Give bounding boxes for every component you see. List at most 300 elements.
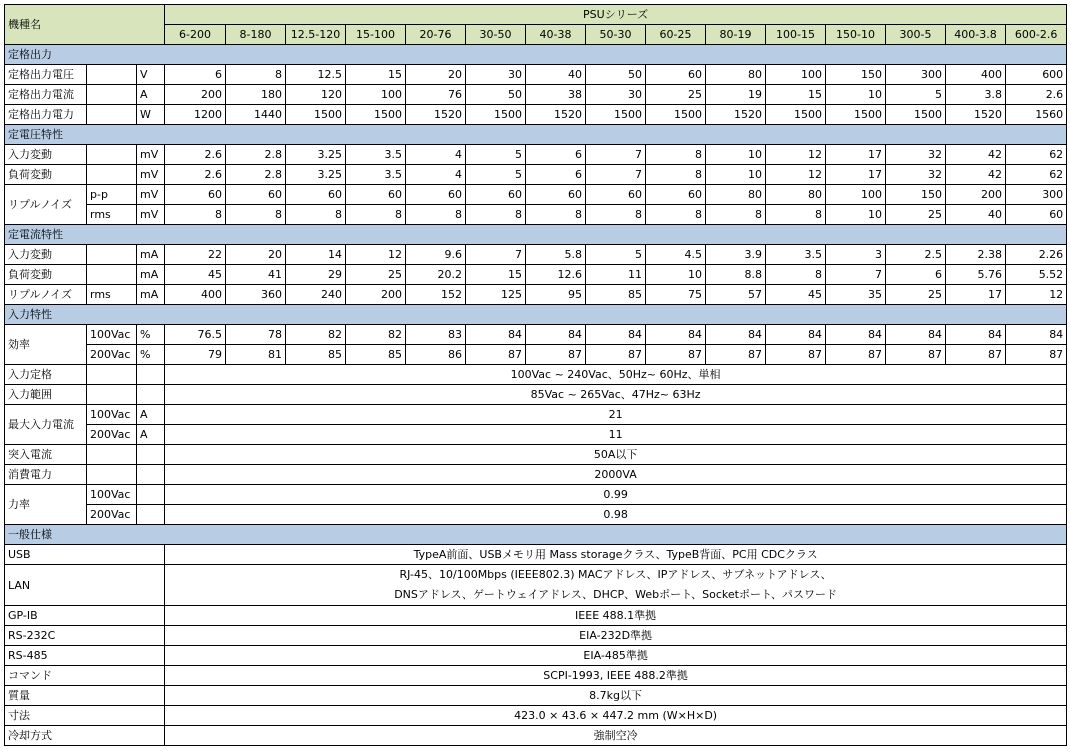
general-spec-row: [5, 726, 1067, 746]
value-cell: 95: [526, 285, 586, 305]
value-cell: 152: [406, 285, 466, 305]
value-cell: 5: [466, 165, 526, 185]
model-name: 100-15: [766, 25, 826, 45]
spec-value-line: DNSアドレス、ゲートウェイアドレス、DHCP、Webポート、Socketポート、パスワード: [394, 588, 837, 601]
value-cell: 12.5: [286, 65, 346, 85]
value-cell: 8: [346, 205, 406, 225]
value-cell: 5: [466, 145, 526, 165]
value-cell: 2.6: [165, 165, 226, 185]
param-unit: mA: [137, 245, 165, 265]
param-condition: [87, 145, 137, 165]
value-cell: 25: [346, 265, 406, 285]
param-condition: [87, 105, 137, 125]
value-cell: 1500: [646, 105, 706, 125]
model-row: [5, 25, 1067, 45]
value-cell: 35: [826, 285, 886, 305]
model-name: 8-180: [226, 25, 286, 45]
model-name: 60-25: [646, 25, 706, 45]
value-cell: 10: [826, 205, 886, 225]
value-cell: 87: [646, 345, 706, 365]
model-name: 300-5: [886, 25, 946, 45]
value-cell: 82: [346, 325, 406, 345]
model-name: 40-38: [526, 25, 586, 45]
value-cell: 84: [646, 325, 706, 345]
value-cell: 2.5: [886, 245, 946, 265]
spec-label: 質量: [5, 686, 165, 706]
spec-row: [5, 345, 1067, 365]
param-unit: A: [137, 405, 165, 425]
value-cell: 87: [946, 345, 1006, 365]
spec-label: RS-485: [5, 646, 165, 666]
spec-value: TypeA前面、USBメモリ用 Mass storageクラス、TypeB背面、PC用 CDCクラス: [165, 545, 1067, 565]
param-unit: A: [137, 85, 165, 105]
section-label: 定格出力: [5, 45, 1067, 65]
spec-row: [5, 185, 1067, 205]
param-condition: 100Vac: [87, 325, 137, 345]
value-cell: 32: [886, 165, 946, 185]
model-name: 20-76: [406, 25, 466, 45]
value-cell: 2.6: [1006, 85, 1067, 105]
section-header: [5, 45, 1067, 65]
value-cell: 45: [766, 285, 826, 305]
value-cell: 17: [826, 165, 886, 185]
model-name: 15-100: [346, 25, 406, 45]
value-cell: 5: [886, 85, 946, 105]
value-cell: 60: [286, 185, 346, 205]
value-cell: 2.26: [1006, 245, 1067, 265]
spec-row: [5, 105, 1067, 125]
value-cell: 60: [526, 185, 586, 205]
spec-label: LAN: [5, 565, 165, 606]
param-condition: [87, 385, 137, 405]
param-condition: 100Vac: [87, 485, 137, 505]
param-condition: [87, 445, 137, 465]
model-name: 150-10: [826, 25, 886, 45]
header-row: [5, 5, 1067, 25]
value-cell: 85: [586, 285, 646, 305]
value-cell: 40: [946, 205, 1006, 225]
param-unit: [137, 505, 165, 525]
section-header: [5, 305, 1067, 325]
common-spec-row: [5, 405, 1067, 425]
value-cell: 60: [165, 185, 226, 205]
model-name: 600-2.6: [1006, 25, 1067, 45]
common-spec-row: [5, 365, 1067, 385]
param-label: 定格出力電力: [5, 105, 87, 125]
value-cell: 8: [646, 165, 706, 185]
param-condition: 200Vac: [87, 345, 137, 365]
value-cell: 15: [766, 85, 826, 105]
param-unit: mA: [137, 265, 165, 285]
param-condition: rms: [87, 285, 137, 305]
general-spec-row: [5, 706, 1067, 726]
param-unit: mV: [137, 165, 165, 185]
param-label: 定格出力電流: [5, 85, 87, 105]
param-unit: [137, 445, 165, 465]
common-value: 50A以下: [165, 445, 1067, 465]
value-cell: 60: [646, 185, 706, 205]
value-cell: 8: [165, 205, 226, 225]
general-spec-row: [5, 626, 1067, 646]
value-cell: 600: [1006, 65, 1067, 85]
spec-label: 冷却方式: [5, 726, 165, 746]
value-cell: 1520: [706, 105, 766, 125]
param-condition: [87, 245, 137, 265]
value-cell: 84: [466, 325, 526, 345]
value-cell: 2.8: [226, 165, 286, 185]
value-cell: 1560: [1006, 105, 1067, 125]
param-label: 突入電流: [5, 445, 87, 465]
value-cell: 79: [165, 345, 226, 365]
value-cell: 1500: [826, 105, 886, 125]
param-unit: V: [137, 65, 165, 85]
param-condition: [87, 465, 137, 485]
value-cell: 3.9: [706, 245, 766, 265]
value-cell: 7: [466, 245, 526, 265]
spec-row: [5, 265, 1067, 285]
general-spec-row: [5, 646, 1067, 666]
param-condition: [87, 85, 137, 105]
spec-table: [4, 4, 1067, 746]
spec-value: EIA-232D準拠: [165, 626, 1067, 646]
value-cell: 84: [526, 325, 586, 345]
value-cell: 8: [526, 205, 586, 225]
value-cell: 76.5: [165, 325, 226, 345]
value-cell: 87: [766, 345, 826, 365]
value-cell: 84: [1006, 325, 1067, 345]
param-condition: 100Vac: [87, 405, 137, 425]
value-cell: 60: [646, 65, 706, 85]
value-cell: 17: [826, 145, 886, 165]
value-cell: 84: [766, 325, 826, 345]
spec-label: コマンド: [5, 666, 165, 686]
section-label: 入力特性: [5, 305, 1067, 325]
value-cell: 10: [706, 145, 766, 165]
param-unit: %: [137, 325, 165, 345]
param-unit: mV: [137, 185, 165, 205]
value-cell: 20: [226, 245, 286, 265]
value-cell: 12: [766, 165, 826, 185]
value-cell: 9.6: [406, 245, 466, 265]
value-cell: 2.8: [226, 145, 286, 165]
value-cell: 15: [466, 265, 526, 285]
section-label: 一般仕様: [5, 525, 1067, 545]
param-condition: [87, 65, 137, 85]
value-cell: 8: [286, 205, 346, 225]
value-cell: 84: [886, 325, 946, 345]
value-cell: 7: [826, 265, 886, 285]
value-cell: 10: [646, 265, 706, 285]
common-spec-row: [5, 505, 1067, 525]
spec-value: IEEE 488.1準拠: [165, 606, 1067, 626]
value-cell: 360: [226, 285, 286, 305]
value-cell: 8: [706, 205, 766, 225]
param-label: 消費電力: [5, 465, 87, 485]
value-cell: 84: [946, 325, 1006, 345]
value-cell: 25: [886, 205, 946, 225]
value-cell: 1520: [526, 105, 586, 125]
value-cell: 60: [466, 185, 526, 205]
value-cell: 22: [165, 245, 226, 265]
spec-label: GP-IB: [5, 606, 165, 626]
common-spec-row: [5, 425, 1067, 445]
value-cell: 8: [766, 205, 826, 225]
value-cell: 12: [346, 245, 406, 265]
value-cell: 60: [406, 185, 466, 205]
param-unit: [137, 465, 165, 485]
value-cell: 8: [586, 205, 646, 225]
value-cell: 1500: [286, 105, 346, 125]
value-cell: 85: [286, 345, 346, 365]
value-cell: 12: [1006, 285, 1067, 305]
param-unit: mA: [137, 285, 165, 305]
value-cell: 1440: [226, 105, 286, 125]
value-cell: 100: [826, 185, 886, 205]
value-cell: 82: [286, 325, 346, 345]
spec-label: 寸法: [5, 706, 165, 726]
spec-row: [5, 285, 1067, 305]
value-cell: 125: [466, 285, 526, 305]
section-header: [5, 525, 1067, 545]
value-cell: 25: [886, 285, 946, 305]
param-label: リプルノイズ: [5, 285, 87, 305]
value-cell: 100: [766, 65, 826, 85]
value-cell: 12: [766, 145, 826, 165]
section-header: [5, 225, 1067, 245]
param-unit: [137, 485, 165, 505]
value-cell: 6: [526, 145, 586, 165]
value-cell: 87: [526, 345, 586, 365]
value-cell: 20.2: [406, 265, 466, 285]
value-cell: 30: [466, 65, 526, 85]
spec-row: [5, 85, 1067, 105]
value-cell: 6: [886, 265, 946, 285]
value-cell: 42: [946, 165, 1006, 185]
value-cell: 1500: [886, 105, 946, 125]
value-cell: 180: [226, 85, 286, 105]
value-cell: 1500: [466, 105, 526, 125]
param-label: 定格出力電圧: [5, 65, 87, 85]
param-unit: [137, 385, 165, 405]
value-cell: 87: [586, 345, 646, 365]
value-cell: 76: [406, 85, 466, 105]
value-cell: 150: [886, 185, 946, 205]
spec-row: [5, 145, 1067, 165]
value-cell: 50: [586, 65, 646, 85]
value-cell: 8: [646, 145, 706, 165]
value-cell: 84: [586, 325, 646, 345]
value-cell: 2.6: [165, 145, 226, 165]
value-cell: 84: [826, 325, 886, 345]
value-cell: 3.5: [346, 145, 406, 165]
value-cell: 78: [226, 325, 286, 345]
spec-label: USB: [5, 545, 165, 565]
spec-value: 強制空冷: [165, 726, 1067, 746]
value-cell: 100: [346, 85, 406, 105]
value-cell: 8: [466, 205, 526, 225]
common-spec-row: [5, 445, 1067, 465]
value-cell: 4: [406, 145, 466, 165]
param-label: 入力変動: [5, 245, 87, 265]
value-cell: 3.8: [946, 85, 1006, 105]
param-condition: rms: [87, 205, 137, 225]
value-cell: 8.8: [706, 265, 766, 285]
spec-value: 423.0 × 43.6 × 447.2 mm (W×H×D): [165, 706, 1067, 726]
value-cell: 3.5: [346, 165, 406, 185]
value-cell: 87: [1006, 345, 1067, 365]
param-unit: mV: [137, 145, 165, 165]
value-cell: 3.25: [286, 145, 346, 165]
value-cell: 10: [826, 85, 886, 105]
spec-row: [5, 205, 1067, 225]
value-cell: 32: [886, 145, 946, 165]
common-value: 85Vac ~ 265Vac、47Hz~ 63Hz: [165, 385, 1067, 405]
value-cell: 400: [946, 65, 1006, 85]
spec-value: SCPI-1993, IEEE 488.2準拠: [165, 666, 1067, 686]
common-spec-row: [5, 465, 1067, 485]
value-cell: 80: [706, 65, 766, 85]
value-cell: 8: [226, 65, 286, 85]
value-cell: 17: [946, 285, 1006, 305]
value-cell: 7: [586, 145, 646, 165]
spec-row: [5, 245, 1067, 265]
value-cell: 5.76: [946, 265, 1006, 285]
param-unit: W: [137, 105, 165, 125]
param-label: 入力変動: [5, 145, 87, 165]
value-cell: 5.52: [1006, 265, 1067, 285]
param-condition: p-p: [87, 185, 137, 205]
value-cell: 2.38: [946, 245, 1006, 265]
spec-label: RS-232C: [5, 626, 165, 646]
value-cell: 1500: [586, 105, 646, 125]
value-cell: 200: [946, 185, 1006, 205]
model-name: 30-50: [466, 25, 526, 45]
value-cell: 42: [946, 145, 1006, 165]
value-cell: 4: [406, 165, 466, 185]
value-cell: 87: [706, 345, 766, 365]
value-cell: 85: [346, 345, 406, 365]
value-cell: 60: [226, 185, 286, 205]
common-value: 11: [165, 425, 1067, 445]
value-cell: 5.8: [526, 245, 586, 265]
value-cell: 3.25: [286, 165, 346, 185]
param-unit: [137, 365, 165, 385]
model-name: 80-19: [706, 25, 766, 45]
value-cell: 300: [886, 65, 946, 85]
param-unit: %: [137, 345, 165, 365]
model-name: 50-30: [586, 25, 646, 45]
value-cell: 3: [826, 245, 886, 265]
value-cell: 15: [346, 65, 406, 85]
general-spec-row: [5, 686, 1067, 706]
param-label: リプルノイズ: [5, 185, 87, 225]
value-cell: 8: [646, 205, 706, 225]
value-cell: 14: [286, 245, 346, 265]
param-condition: [87, 265, 137, 285]
param-condition: 200Vac: [87, 425, 137, 445]
section-label: 定電圧特性: [5, 125, 1067, 145]
param-label: 入力定格: [5, 365, 87, 385]
param-label: 力率: [5, 485, 87, 525]
value-cell: 62: [1006, 165, 1067, 185]
value-cell: 80: [766, 185, 826, 205]
common-value: 0.98: [165, 505, 1067, 525]
model-name: 400-3.8: [946, 25, 1006, 45]
value-cell: 5: [586, 245, 646, 265]
general-spec-row: [5, 606, 1067, 626]
param-condition: 200Vac: [87, 505, 137, 525]
value-cell: 1200: [165, 105, 226, 125]
common-value: 21: [165, 405, 1067, 425]
value-cell: 10: [706, 165, 766, 185]
value-cell: 60: [346, 185, 406, 205]
value-cell: 83: [406, 325, 466, 345]
value-cell: 240: [286, 285, 346, 305]
general-spec-row: [5, 545, 1067, 565]
general-spec-row: [5, 565, 1067, 606]
value-cell: 87: [826, 345, 886, 365]
value-cell: 86: [406, 345, 466, 365]
value-cell: 1500: [766, 105, 826, 125]
value-cell: 8: [766, 265, 826, 285]
spec-value-line: RJ-45、10/100Mbps (IEEE802.3) MACアドレス、IPアドレス、サブネットアドレス、: [399, 568, 832, 581]
spec-value: EIA-485準拠: [165, 646, 1067, 666]
value-cell: 41: [226, 265, 286, 285]
value-cell: 200: [165, 85, 226, 105]
value-cell: 11: [586, 265, 646, 285]
model-name: 12.5-120: [286, 25, 346, 45]
param-label: 負荷変動: [5, 165, 87, 185]
value-cell: 45: [165, 265, 226, 285]
value-cell: 40: [526, 65, 586, 85]
value-cell: 57: [706, 285, 766, 305]
value-cell: 300: [1006, 185, 1067, 205]
value-cell: 200: [346, 285, 406, 305]
value-cell: 38: [526, 85, 586, 105]
value-cell: 6: [526, 165, 586, 185]
spec-row: [5, 325, 1067, 345]
common-spec-row: [5, 385, 1067, 405]
spec-value: 8.7kg以下: [165, 686, 1067, 706]
general-spec-row: [5, 666, 1067, 686]
value-cell: 3.5: [766, 245, 826, 265]
value-cell: 1520: [406, 105, 466, 125]
value-cell: 29: [286, 265, 346, 285]
value-cell: 75: [646, 285, 706, 305]
param-label: 最大入力電流: [5, 405, 87, 445]
value-cell: 8: [406, 205, 466, 225]
value-cell: 150: [826, 65, 886, 85]
value-cell: 60: [1006, 205, 1067, 225]
model-label: 機種名: [5, 5, 165, 45]
value-cell: 1500: [346, 105, 406, 125]
section-header: [5, 125, 1067, 145]
value-cell: 1520: [946, 105, 1006, 125]
value-cell: 62: [1006, 145, 1067, 165]
param-condition: [87, 365, 137, 385]
value-cell: 84: [706, 325, 766, 345]
param-condition: [87, 165, 137, 185]
value-cell: 25: [646, 85, 706, 105]
common-value: 2000VA: [165, 465, 1067, 485]
param-unit: mV: [137, 205, 165, 225]
value-cell: 8: [226, 205, 286, 225]
value-cell: 80: [706, 185, 766, 205]
value-cell: 30: [586, 85, 646, 105]
spec-row: [5, 165, 1067, 185]
value-cell: 20: [406, 65, 466, 85]
param-unit: A: [137, 425, 165, 445]
